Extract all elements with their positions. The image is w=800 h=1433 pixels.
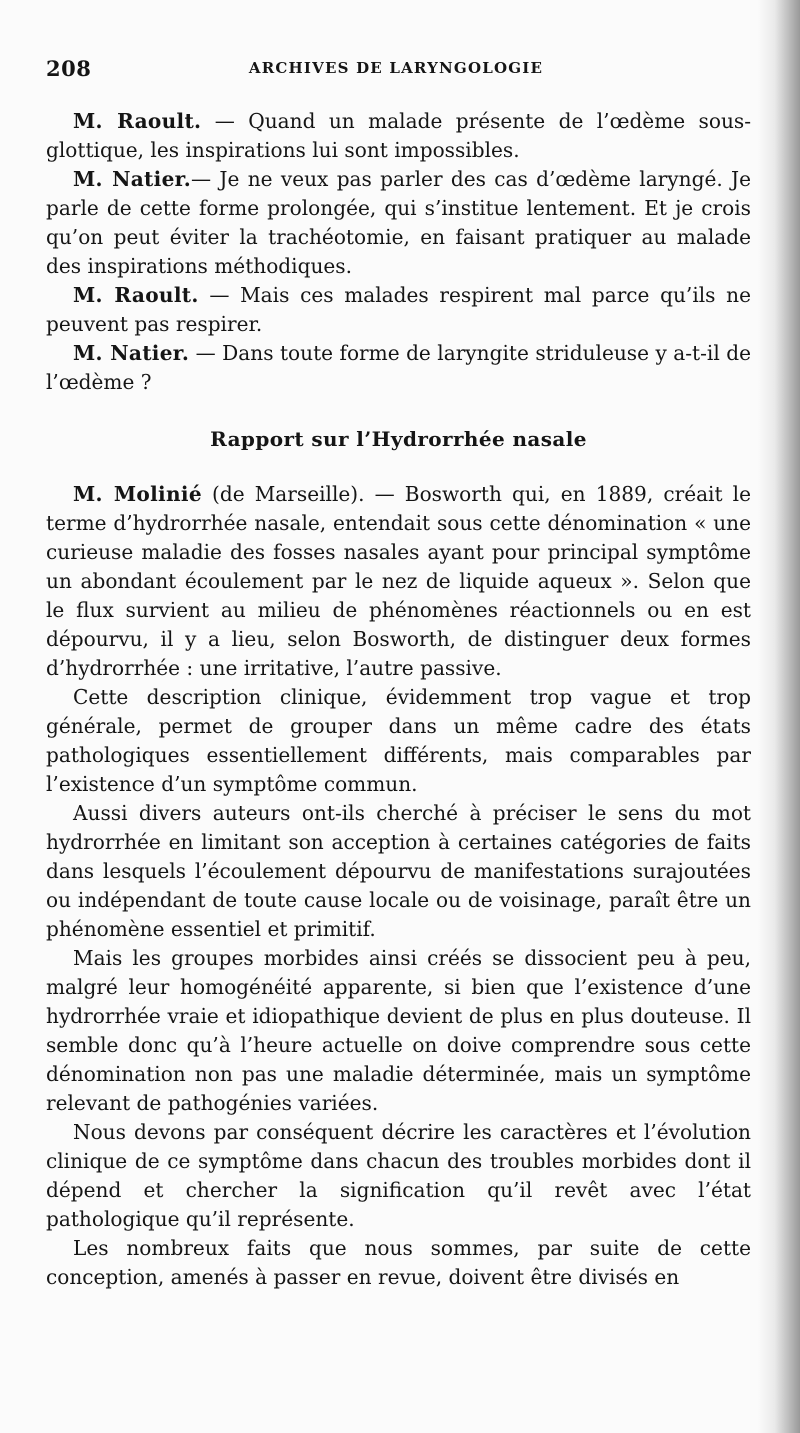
body-paragraph: Nous devons par conséquent décrire les caractères et l’évolution clinique de ce symptôme dans chacun des troubles morbides dont il dépend et chercher la signification qu’il revêt avec l’état pathologique qu’il représente. bbox=[46, 1120, 751, 1231]
section-title: Rapport sur l’Hydrorrhée nasale bbox=[210, 427, 587, 451]
speaker-name: M. Molinié bbox=[73, 482, 202, 506]
dialogue-paragraph bbox=[46, 107, 751, 165]
page-header bbox=[46, 56, 746, 84]
body-paragraph: Les nombreux faits que nous sommes, par suite de cette conception, amenés à passer en revue, doivent être divisés en bbox=[46, 1236, 751, 1289]
page-number: 208 bbox=[46, 56, 92, 81]
dialogue-paragraph bbox=[46, 281, 751, 339]
dialogue-paragraph bbox=[46, 339, 751, 397]
body-paragraph: Mais les groupes morbides ainsi créés se dissocient peu à peu, malgré leur homogénéité apparente, si bien que l’existence d’une hydrorrhée vraie et idiopathique devient de plus en plus douteuse. Il semble donc qu’à l’heure actuelle on doive comprendre sous cette dénomination non pas une maladie déterminée, mais un symptôme relevant de pathogénies variées. bbox=[46, 946, 751, 1115]
body-paragraph bbox=[46, 480, 751, 683]
page-edge-shadow bbox=[758, 0, 800, 1433]
body-paragraph: Aussi divers auteurs ont-ils cherché à préciser le sens du mot hydrorrhée en limitant son acception à certaines catégories de faits dans lesquels l’écoulement dépourvu de manifestations surajoutées ou indépendant de toute cause locale ou de voisinage, paraît être un phénomène essentiel et primitif. bbox=[46, 801, 751, 941]
dialogue-paragraph bbox=[46, 165, 751, 281]
dialogue-text: — Mais ces malades respirent mal parce qu’ils ne peuvent pas respirer. bbox=[46, 283, 751, 336]
speaker-name: M. Raoult. bbox=[73, 109, 202, 133]
document-text bbox=[46, 107, 751, 1292]
dialogue-text: — Quand un malade présente de l’œdème sous-glottique, les inspirations lui sont impossibles. bbox=[46, 109, 751, 162]
speaker-name: M. Natier. bbox=[73, 341, 190, 365]
body-text: (de Marseille). — Bosworth qui, en 1889, créait le terme d’hydrorrhée nasale, entendait sous cette dénomination « une curieuse maladie des fosses nasales ayant pour principal symptôme un abondant écoulement par le nez de liquide aqueux ». Selon que le flux survient au milieu de phénomènes réactionnels ou en est dépourvu, il y a lieu, selon Bosworth, de distinguer deux formes d’hydrorrhée : une irritative, l’autre passive. bbox=[46, 482, 751, 680]
speaker-name: M. Natier. bbox=[73, 167, 191, 191]
dialogue-text: — Je ne veux pas parler des cas d’œdème laryngé. Je parle de cette forme prolongée, qui s’institue lentement. Et je crois qu’on peut éviter la trachéotomie, en faisant pratiquer au malade des inspirations méthodiques. bbox=[46, 167, 751, 278]
running-title: ARCHIVES DE LARYNGOLOGIE bbox=[248, 59, 544, 77]
dialogue-text: — Dans toute forme de laryngite striduleuse y a-t-il de l’œdème ? bbox=[46, 341, 751, 394]
body-paragraph: Cette description clinique, évidemment trop vague et trop générale, permet de grouper dans un même cadre des états pathologiques essentiellement différents, mais comparables par l’existence d’un symptôme commun. bbox=[46, 685, 751, 796]
speaker-name: M. Raoult. bbox=[73, 283, 199, 307]
